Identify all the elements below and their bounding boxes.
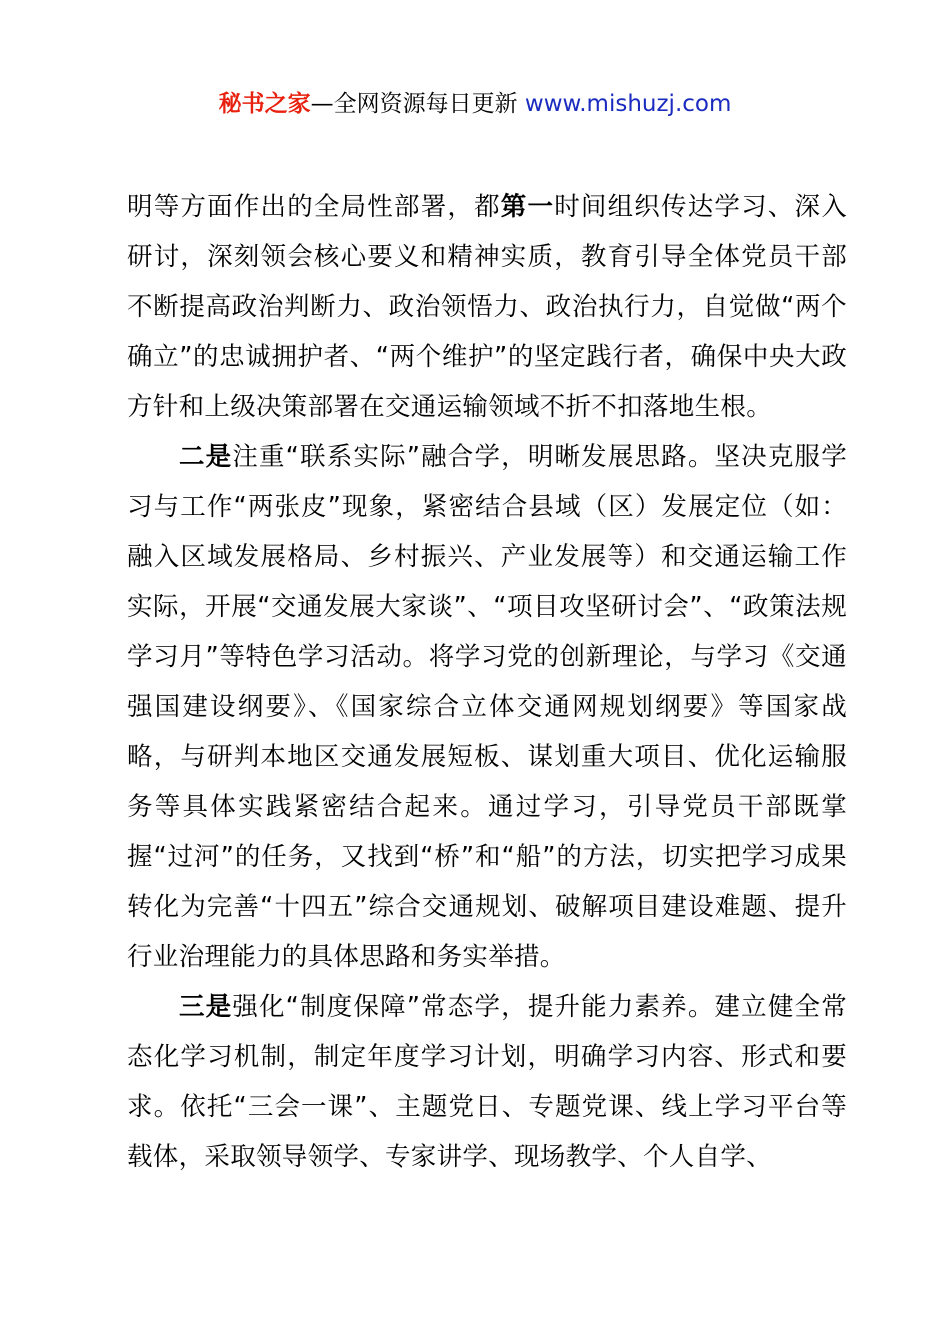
site-header (0, 86, 950, 122)
paragraph-3-lead: 三是 (179, 992, 233, 1022)
brand-name: 秘书之家 (218, 91, 311, 117)
paragraph-1-text-start: 明等方面作出的全局性部署，都 (127, 192, 501, 222)
paragraph-continued (127, 182, 847, 432)
paragraph-2-lead: 二是 (179, 442, 233, 472)
paragraph-3-text: 强化“制度保障”常态学，提升能力素养。建立健全常态化学习机制，制定年度学习计划，明确学习内容、形式和要求。依托“三会一课”、主题党日、专题党课、线上学习平台等载体，采取领导领学、专家讲学、现场教学、个人自学、 (127, 992, 847, 1172)
paragraph-1-emphasis: 第一 (500, 192, 555, 222)
header-tagline: —全网资源每日更新 (310, 91, 525, 117)
paragraph-point-two (127, 432, 847, 982)
paragraph-1-text-end: 时间组织传达学习、深入研讨，深刻领会核心要义和精神实质，教育引导全体党员干部不断提高政治判断力、政治领悟力、政治执行力，自觉做“两个确立”的忠诚拥护者、“两个维护”的坚定践行者，确保中央大政方针和上级决策部署在交通运输领域不折不扣落地生根。 (127, 192, 847, 422)
site-url-link[interactable]: www.mishuzj.com (524, 91, 732, 117)
paragraph-point-three (127, 982, 847, 1182)
document-body (127, 182, 847, 1182)
paragraph-2-text: 注重“联系实际”融合学，明晰发展思路。坚决克服学习与工作“两张皮”现象，紧密结合县域（区）发展定位（如：融入区域发展格局、乡村振兴、产业发展等）和交通运输工作实际，开展“交通发展大家谈”、“项目攻坚研讨会”、“政策法规学习月”等特色学习活动。将学习党的创新理论，与学习《交通强国建设纲要》、《国家综合立体交通网规划纲要》等国家战略，与研判本地区交通发展短板、谋划重大项目、优化运输服务等具体实践紧密结合起来。通过学习，引导党员干部既掌握“过河”的任务，又找到“桥”和“船”的方法，切实把学习成果转化为完善“十四五”综合交通规划、破解项目建设难题、提升行业治理能力的具体思路和务实举措。 (127, 442, 847, 972)
